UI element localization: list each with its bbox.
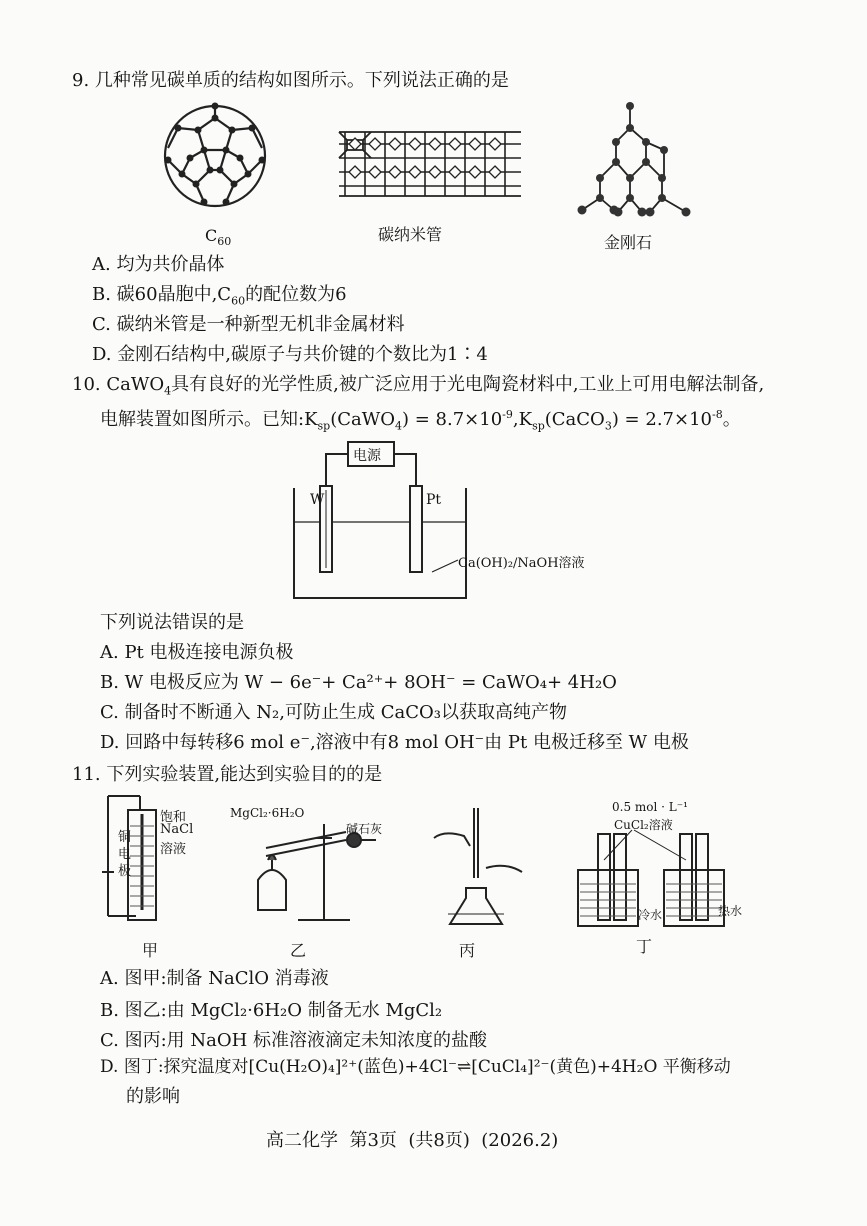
nanotube-caption: 碳纳米管 [378, 225, 443, 244]
q10-option-c: C. 制备时不断通入 N₂,可防止生成 CaCO₃以获取高纯产物 [100, 702, 567, 723]
q9-option-a: A. 均为共价晶体 [92, 254, 225, 275]
q10-option-a: A. Pt 电极连接电源负极 [100, 642, 294, 663]
q10-option-b: B. W 电极反应为 W − 6e⁻+ Ca²⁺+ 8OH⁻ = CaWO₄+ 4H₂O [100, 672, 617, 693]
ding-cold-water-label: 冷水 [638, 908, 663, 922]
fig-bing-apparatus [428, 808, 528, 930]
q11-option-a: A. 图甲:制备 NaClO 消毒液 [100, 968, 329, 989]
q10-option-d: D. 回路中每转移6 mol e⁻,溶液中有8 mol OH⁻由 Pt 电极迁移至 W 电极 [100, 732, 689, 753]
nanotube-structure-figure [335, 124, 525, 204]
c60-structure-figure [160, 98, 270, 216]
q11-option-d-line1: D. 图丁:探究温度对[Cu(H₂O)₄]²⁺(蓝色)+4Cl⁻⇌[CuCl₄]²⁻(黄色)+4H₂O 平衡移动 [100, 1057, 731, 1077]
solution-label: Ca(OH)₂/NaOH溶液 [458, 556, 585, 571]
w-electrode-label: W [310, 492, 325, 508]
diamond-structure-figure [568, 100, 698, 220]
q11-title: 11. 下列实验装置,能达到实验目的的是 [72, 764, 383, 785]
c60-caption: $C_{60}$ [205, 226, 232, 249]
yi-mgcl2-label: MgCl₂·6H₂O [230, 806, 305, 820]
q9-option-b: B. 碳60晶胞中$,C_{60}$的配位数为6 [92, 284, 347, 308]
power-source-label: 电源 [353, 448, 381, 464]
diamond-caption: 金刚石 [604, 233, 653, 252]
q11-option-b: B. 图乙:由 MgCl₂·6H₂O 制备无水 MgCl₂ [100, 1000, 443, 1021]
pt-electrode-label: Pt [426, 492, 442, 508]
q10-prompt: 下列说法错误的是 [100, 612, 244, 633]
ding-concentration-label: 0.5 mol · L⁻¹ [612, 800, 688, 814]
jia-electrode-char-2: 电 [118, 847, 132, 862]
fig-bing-caption: 丙 [459, 941, 476, 960]
q11-option-c: C. 图丙:用 NaOH 标准溶液滴定未知浓度的盐酸 [100, 1030, 488, 1051]
q10-title-line2: 电解装置如图所示。已知$:K_{sp}(CaWO_4)$ = $8.7\times 10^{-9},K_{sp}(CaCO_3) = 2.7\times 10^{-8}$。 [100, 408, 741, 433]
fig-jia-caption: 甲 [142, 941, 159, 960]
yi-soda-lime-label: 碱石灰 [346, 822, 383, 836]
jia-label-3: 溶液 [160, 842, 187, 857]
ding-solution-label: CuCl₂溶液 [614, 818, 673, 832]
fig-yi-caption: 乙 [290, 941, 307, 960]
q9-title: 9. 几种常见碳单质的结构如图所示。下列说法正确的是 [72, 70, 509, 91]
q10-title-line1: 10. CaWO$_4$具有良好的光学性质,被广泛应用于光电陶瓷材料中,工业上可用电解法制备, [72, 374, 765, 398]
q11-option-d-line2: 的影响 [126, 1086, 180, 1107]
jia-electrode-char-1: 铜 [118, 830, 132, 845]
jia-label-2: NaCl [160, 822, 194, 837]
jia-label-1: 饱和 [160, 810, 187, 825]
q9-option-c: C. 碳纳米管是一种新型无机非金属材料 [92, 314, 405, 335]
jia-electrode-char-3: 极 [118, 864, 132, 879]
page-footer: 高二化学 第3页 (共8页) (2026.2) [266, 1130, 559, 1151]
q9-option-d: D. 金刚石结构中,碳原子与共价键的个数比为1∶4 [92, 344, 488, 365]
fig-ding-caption: 丁 [636, 937, 653, 956]
ding-hot-water-label: 热水 [718, 904, 743, 918]
